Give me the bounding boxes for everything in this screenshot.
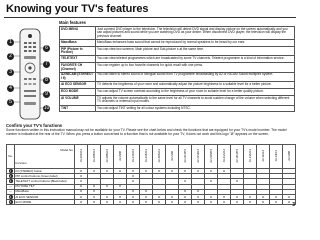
callout-badge: 8 xyxy=(43,77,50,84)
function-name: I/II (STEREO) button xyxy=(15,169,75,174)
feature-row xyxy=(60,27,295,40)
model-column-header xyxy=(166,145,179,169)
availability-mark: O xyxy=(88,189,101,194)
availability-mark: O xyxy=(114,194,127,199)
availability-mark: O xyxy=(127,194,140,199)
feature-description: Just connect DVD player to the television. The television will detect DVD signal and display picture on the screen automatically and you can adjust pictures and sound while you are watching DVD as your desire. When disconnect DVD player, the television will display the previous channel. xyxy=(96,27,295,40)
availability-mark: O xyxy=(270,194,283,199)
availability-mark: O xyxy=(231,194,244,199)
feature-description: You can listen to stereo sound or bilingual sound from TV programme broadcasting by A2 or NICAM Sound multiplex system. xyxy=(96,72,295,81)
feature-row xyxy=(60,96,295,106)
model-number: AV-14AX14 xyxy=(248,149,252,163)
function-name: AI ECO SENSOR xyxy=(15,194,75,199)
function-name: TELETEXT control buttons (Black label) xyxy=(15,179,75,184)
availability-mark: O xyxy=(140,169,153,174)
feature-name: ECO MODE xyxy=(60,89,96,96)
function-name: ECO MODE xyxy=(15,200,75,205)
model-column-header xyxy=(153,145,166,169)
feature-description: You can view teletext programmes which are broadcasted by some TV channels. Teletext programme is a kind of information service. xyxy=(96,56,295,63)
feature-row xyxy=(60,46,295,55)
model-column-header xyxy=(114,145,127,169)
availability-mark: O xyxy=(205,200,218,205)
availability-mark: O xyxy=(205,179,218,184)
row-number-badge: 3 xyxy=(9,179,12,184)
row-number xyxy=(7,200,15,205)
model-number: AV-21FMT4 xyxy=(183,149,187,163)
model-number: AV-29BX14 xyxy=(92,149,96,163)
model-number: AV-21BMT4 xyxy=(209,149,213,163)
feature-description: You can adjust TINT setting for all colour systems including NTSC. xyxy=(96,106,295,112)
function-header: Function xyxy=(15,160,27,165)
page-number: 3 xyxy=(292,202,295,208)
function-header-cell xyxy=(15,145,75,169)
model-number: AV-21AX14 xyxy=(222,149,226,163)
confirm-functions-text: Some functions written in this instruction manual may not be available for your TV. Please see the chart below and check the functions that are equipped for your TV's model number. The model number is indicated at the rear of the TV. When you press a button concerned to a function that is not available for your TV, it does not work and this logo "Ø" appears on the screen. xyxy=(6,128,287,136)
callout-badge: 1 xyxy=(7,39,14,46)
model-number: AV-29FX14 xyxy=(79,149,83,163)
model-number: AV-1488 xyxy=(287,151,291,161)
model-function-table xyxy=(6,144,296,205)
model-number: AV-14FMT4 xyxy=(235,149,239,163)
function-name: MaxxBass xyxy=(15,189,75,194)
availability-mark: O xyxy=(179,179,192,184)
model-number: AV-2168 xyxy=(170,151,174,161)
availability-mark: O xyxy=(101,169,114,174)
table-row xyxy=(7,200,296,205)
availability-mark: O xyxy=(88,169,101,174)
feature-description: TV adjusts the volume automatically to the same level for all TV channels to avoid sudden change of the volume when selecting different TV channels or external input modes. xyxy=(96,96,295,106)
model-column-header xyxy=(192,145,205,169)
availability-mark: O xyxy=(75,184,88,189)
availability-mark: O xyxy=(127,200,140,205)
availability-mark: O xyxy=(114,184,127,189)
feature-description: TV detects the brightness of your room and automatically adjust the picture brightness to a suitable level for a better picture. xyxy=(96,82,295,89)
page-title: Knowing your TV's features xyxy=(6,3,149,15)
availability-mark: O xyxy=(205,194,218,199)
feature-name: MaxxBass xyxy=(60,39,96,46)
feature-name: TELETEXT xyxy=(60,56,96,63)
availability-mark: O xyxy=(166,194,179,199)
availability-mark: O xyxy=(140,189,153,194)
feature-name: DVD MENU xyxy=(60,27,96,40)
availability-mark: O xyxy=(192,189,205,194)
availability-mark: O xyxy=(114,200,127,205)
model-number: AV-21BH14 xyxy=(157,149,161,163)
availability-mark: O xyxy=(166,200,179,205)
availability-mark: O xyxy=(75,174,88,179)
availability-mark: O xyxy=(127,169,140,174)
availability-mark: O xyxy=(153,200,166,205)
model-column-header xyxy=(179,145,192,169)
model-column-header xyxy=(205,145,218,169)
availability-mark: O xyxy=(114,169,127,174)
availability-mark: O xyxy=(166,169,179,174)
availability-mark: O xyxy=(244,200,257,205)
callout-badge: 3 xyxy=(7,69,14,76)
row-number-badge: 4 xyxy=(9,195,12,200)
availability-mark: O xyxy=(192,169,205,174)
availability-mark: O xyxy=(75,179,88,184)
main-features-heading: Main features xyxy=(59,20,86,25)
availability-mark: O xyxy=(88,200,101,205)
feature-row xyxy=(60,63,295,72)
availability-mark: O xyxy=(153,169,166,174)
feature-name: A2/NICAM (STEREO / I II) xyxy=(60,72,96,81)
availability-mark: O xyxy=(75,189,88,194)
model-column-header xyxy=(101,145,114,169)
availability-mark: O xyxy=(153,194,166,199)
remote-control-illustration xyxy=(6,28,50,120)
availability-mark: O xyxy=(218,200,231,205)
model-column-header xyxy=(140,145,153,169)
availability-mark: O xyxy=(179,194,192,199)
availability-mark: O xyxy=(283,194,296,199)
availability-mark: O xyxy=(270,200,283,205)
model-number: AV-14A14 xyxy=(261,150,265,162)
no-header: No. xyxy=(7,145,15,169)
availability-mark: O xyxy=(218,169,231,174)
row-number-badge: 1 xyxy=(9,169,12,174)
main-features-table xyxy=(59,26,295,112)
availability-mark: O xyxy=(75,200,88,205)
availability-mark: O xyxy=(140,194,153,199)
feature-row xyxy=(60,106,295,112)
row-number-badge: 2 xyxy=(9,174,12,179)
callout-badge: 7 xyxy=(43,61,50,68)
model-number: AV-2988 xyxy=(118,151,122,161)
model-column-header xyxy=(270,145,283,169)
model-table-body xyxy=(7,169,296,205)
availability-mark: O xyxy=(127,174,140,179)
callout-badge: 6 xyxy=(43,45,50,52)
model-header-row xyxy=(7,145,296,169)
feature-name: PIP (Picture In Picture) xyxy=(60,46,96,55)
availability-mark: O xyxy=(88,184,101,189)
model-number: AV-21BX14 xyxy=(144,149,148,163)
feature-row xyxy=(60,82,295,89)
availability-mark: O xyxy=(205,169,218,174)
availability-mark: O xyxy=(231,179,244,184)
availability-mark: O xyxy=(257,194,270,199)
availability-mark: O xyxy=(88,194,101,199)
feature-row xyxy=(60,39,295,46)
availability-mark: O xyxy=(75,169,88,174)
title-rule xyxy=(4,17,296,18)
model-column-header xyxy=(244,145,257,169)
availability-mark: O xyxy=(127,189,140,194)
availability-mark: O xyxy=(140,200,153,205)
callout-badge: 2 xyxy=(7,53,14,60)
row-number-badge: — xyxy=(9,184,12,189)
availability-mark: O xyxy=(179,200,192,205)
model-no-header: Model No. xyxy=(60,147,74,152)
feature-description: You can adjust TV screen contrast according to the brightness of your room to suitable level for a better quality picture. xyxy=(96,89,295,96)
availability-mark: O xyxy=(283,200,296,205)
availability-mark: O xyxy=(101,194,114,199)
function-name: PICTURE TILT xyxy=(15,184,75,189)
feature-row xyxy=(60,89,295,96)
function-name: PIP control buttons (Green label) xyxy=(15,174,75,179)
model-number: AV-14F14 xyxy=(274,150,278,162)
callout-badge: 5 xyxy=(7,99,14,106)
model-column-header xyxy=(127,145,140,169)
availability-mark: O xyxy=(231,200,244,205)
confirm-functions-heading: Confirm your TV's functions xyxy=(6,123,63,128)
model-column-header xyxy=(75,145,88,169)
model-column-header xyxy=(218,145,231,169)
feature-row xyxy=(60,72,295,81)
callout-badge: 9 xyxy=(43,91,50,98)
feature-name: AI ECO SENSOR xyxy=(60,82,96,89)
feature-name: TINT xyxy=(60,106,96,112)
feature-name: AI VOLUME xyxy=(60,96,96,106)
model-number: AV-21MX14 xyxy=(196,149,200,163)
callout-badge: 4 xyxy=(7,85,14,92)
model-column-header xyxy=(283,145,296,169)
availability-mark: O xyxy=(192,194,205,199)
feature-description: You can register up to four favorite channels for quick recall with one press. xyxy=(96,63,295,72)
row-number-badge: — xyxy=(9,189,12,194)
availability-mark: O xyxy=(218,194,231,199)
feature-description: You can view two screens: Main picture and Sub-picture s at the same time. xyxy=(96,46,295,55)
availability-mark: O xyxy=(75,194,88,199)
availability-mark: O xyxy=(257,200,270,205)
feature-name: FAVORITE CH (Channel) xyxy=(60,63,96,72)
availability-mark: O xyxy=(179,189,192,194)
availability-mark: O xyxy=(192,200,205,205)
callout-badge: 10 xyxy=(43,104,50,111)
model-number: AV-21FX14 xyxy=(131,149,135,163)
availability-mark: O xyxy=(244,194,257,199)
model-number: AV-29BH14 xyxy=(105,149,109,163)
model-column-header xyxy=(88,145,101,169)
feature-description: MaxxBass enhances bass sound that cannot be reproduced by normal speakers to be heard by our ears. xyxy=(96,39,295,46)
availability-mark: O xyxy=(101,200,114,205)
row-number-badge: 5 xyxy=(9,200,12,205)
availability-mark: O xyxy=(127,179,140,184)
availability-mark: O xyxy=(179,169,192,174)
model-column-header xyxy=(231,145,244,169)
feature-row xyxy=(60,56,295,63)
availability-mark: O xyxy=(101,184,114,189)
model-column-header xyxy=(257,145,270,169)
